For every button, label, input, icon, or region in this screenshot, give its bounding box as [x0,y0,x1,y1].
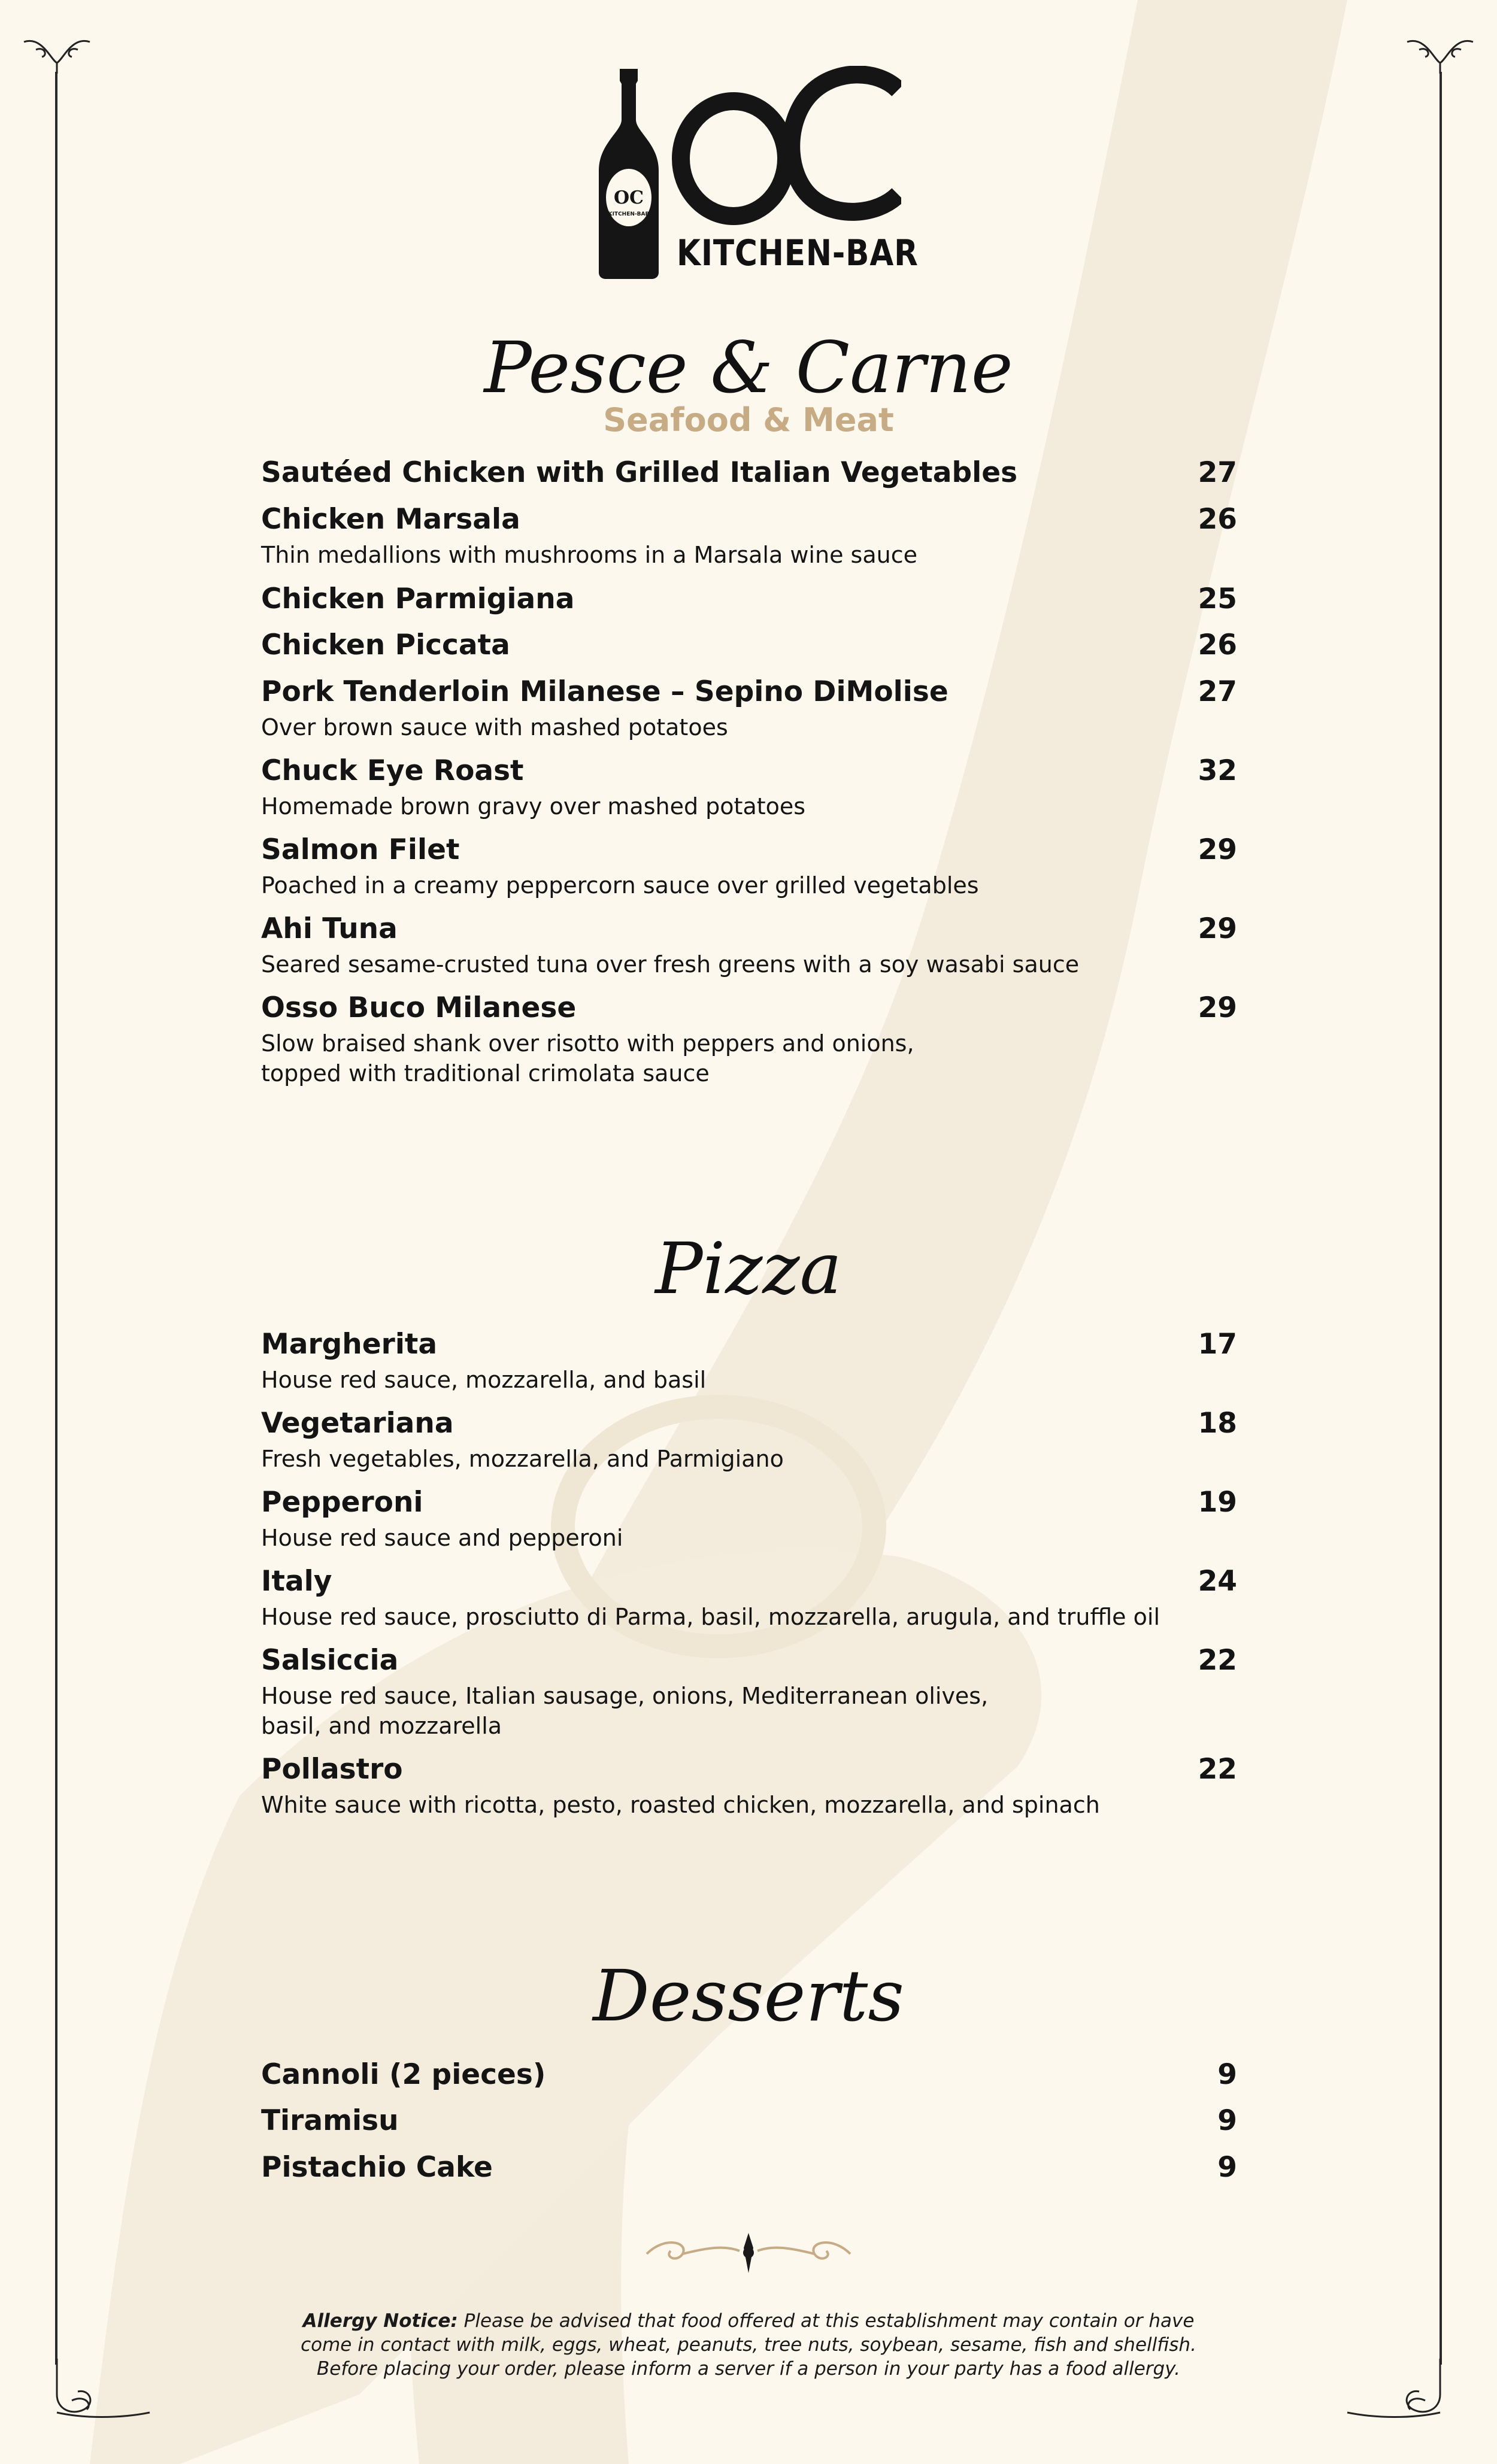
allergy-notice [281,2309,1216,2381]
item-name: Tiramisu [261,2104,399,2137]
item-price: 29 [1198,912,1237,945]
item-price: 9 [1217,2151,1237,2184]
menu-item [261,1322,1237,1395]
menu-item [261,1559,1237,1632]
item-name: Vegetariana [261,1407,454,1440]
section-title-desserts: Desserts [593,1955,904,2037]
item-name: Chuck Eye Roast [261,754,524,787]
menu-item [261,669,1237,742]
item-name: Chicken Marsala [261,503,520,536]
oc-monogram [662,66,901,233]
item-name: Margherita [261,1328,438,1361]
item-description: House red sauce and pepperoni [261,1525,623,1551]
item-name: Chicken Parmigiana [261,582,575,615]
menu-item [261,1401,1237,1474]
item-price: 19 [1198,1486,1237,1519]
item-description: Fresh vegetables, mozzarella, and Parmigiano [261,1446,784,1472]
logo-wordmark: KITCHEN-BAR [677,232,919,274]
menu-item [261,827,1237,900]
menu-item [261,985,1237,1088]
section-title-meat: Pesce & Carne [484,326,1013,409]
menu-item [261,576,1237,622]
gold-flourish-icon [641,2224,856,2278]
menu-item [261,2145,1237,2190]
item-price: 18 [1198,1407,1237,1440]
menu-item [261,748,1237,821]
menu-item [261,2052,1237,2098]
item-name: Pollastro [261,1753,403,1786]
item-name: Salsiccia [261,1644,399,1677]
allergy-line-3: Before placing your order, please inform a server if a person in your party has a food allergy. [316,2358,1181,2380]
menu-item [261,1747,1237,1820]
item-name: Osso Buco Milanese [261,991,577,1024]
item-description: Poached in a creamy peppercorn sauce over grilled vegetables [261,872,979,899]
item-name: Pork Tenderloin Milanese – Sepino DiMolise [261,675,948,708]
item-description: White sauce with ricotta, pesto, roasted chicken, mozzarella, and spinach [261,1792,1100,1818]
item-name: Sautéed Chicken with Grilled Italian Vegetables [261,456,1018,489]
item-description: House red sauce, mozzarella, and basil [261,1367,707,1393]
menu-item [261,450,1237,496]
bottle-label-letters: OC [613,187,644,208]
item-description: Seared sesame-crusted tuna over fresh greens with a soy wasabi sauce [261,951,1080,978]
item-description: Slow braised shank over risotto with peppers and onions, topped with traditional crimolata sauce [261,1030,914,1087]
item-price: 22 [1198,1753,1237,1786]
menu-item [261,1480,1237,1553]
bottle-label-text: KITCHEN-BAR [608,211,650,217]
item-price: 9 [1217,2104,1237,2137]
item-price: 32 [1198,754,1237,787]
item-price: 24 [1198,1565,1237,1598]
item-description: Over brown sauce with mashed potatoes [261,714,728,741]
item-price: 26 [1198,503,1237,536]
allergy-label: Allergy Notice: [302,2310,458,2332]
item-name: Pepperoni [261,1486,423,1519]
menu-item [261,623,1237,668]
item-price: 26 [1198,629,1237,661]
item-name: Italy [261,1565,332,1598]
section-subtitle-meat: Seafood & Meat [603,401,894,439]
menu-item [261,497,1237,570]
allergy-line-2: come in contact with milk, eggs, wheat, peanuts, tree nuts, soybean, sesame, fish and shellfish. [301,2334,1196,2356]
item-price: 29 [1198,991,1237,1024]
item-description: Thin medallions with mushrooms in a Marsala wine sauce [261,542,917,568]
section-title-pizza: Pizza [655,1227,842,1310]
item-price: 29 [1198,833,1237,866]
item-price: 27 [1198,675,1237,708]
item-name: Chicken Piccata [261,629,510,661]
menu-item [261,2098,1237,2144]
item-name: Pistachio Cake [261,2151,493,2184]
item-price: 22 [1198,1644,1237,1677]
logo [593,66,919,287]
item-name: Ahi Tuna [261,912,398,945]
menu-item [261,906,1237,979]
item-name: Cannoli (2 pieces) [261,2058,546,2091]
menu-item [261,1638,1237,1741]
wine-bottle-icon [593,66,665,281]
item-description: Homemade brown gravy over mashed potatoes [261,793,806,820]
item-name: Salmon Filet [261,833,460,866]
item-price: 25 [1198,582,1237,615]
allergy-line-1 [281,2309,1216,2333]
item-price: 17 [1198,1328,1237,1361]
item-description: House red sauce, prosciutto di Parma, basil, mozzarella, arugula, and truffle oil [261,1604,1160,1630]
item-price: 9 [1217,2058,1237,2091]
allergy-text-1: Please be advised that food offered at this establishment may contain or have [457,2310,1195,2332]
item-description: House red sauce, Italian sausage, onions, Mediterranean olives, basil, and mozzarella [261,1683,989,1739]
item-price: 27 [1198,456,1237,489]
